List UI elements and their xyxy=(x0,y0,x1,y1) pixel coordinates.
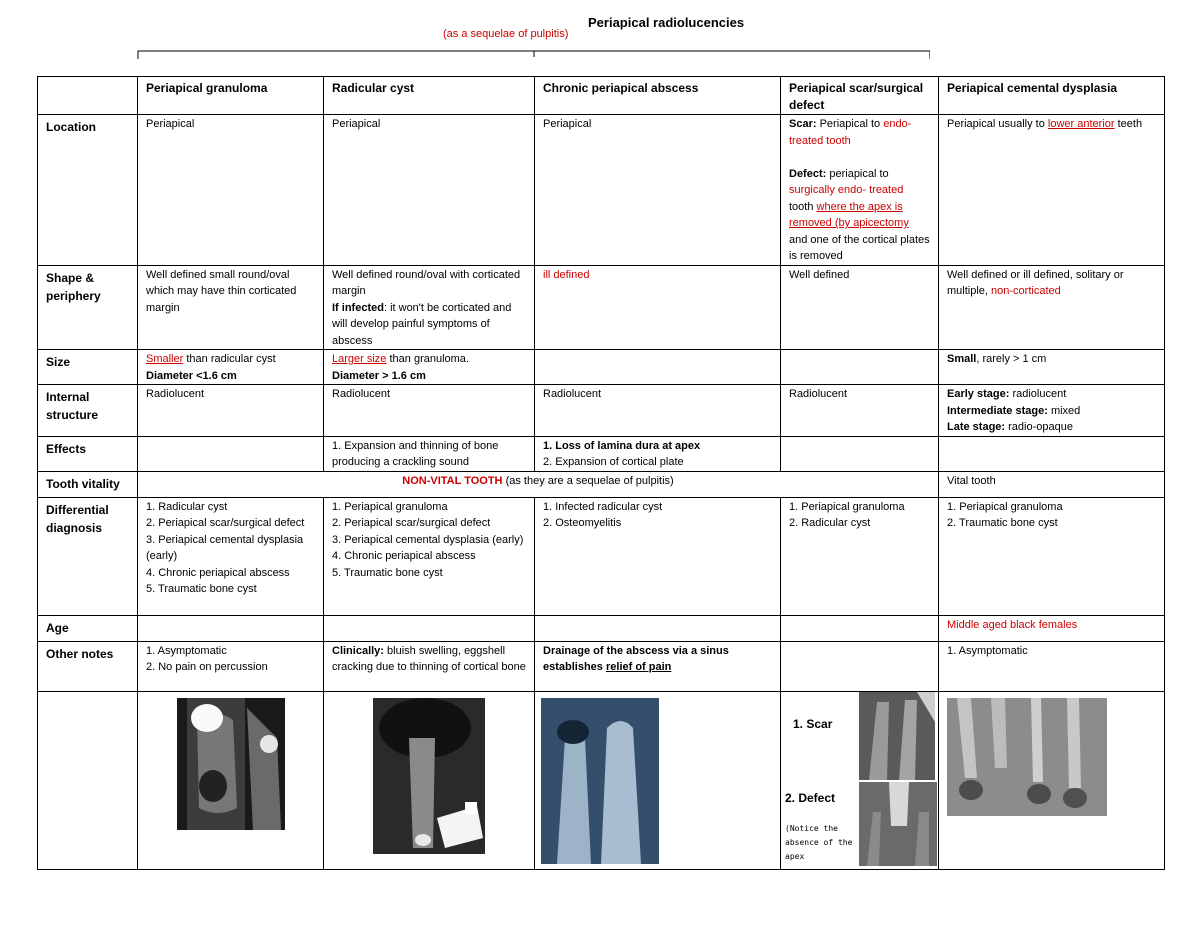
row-label-vitality: Tooth vitality xyxy=(38,471,138,497)
cell-size-scar xyxy=(781,350,939,385)
cell-notes-dysplasia: 1. Asymptomatic xyxy=(939,641,1165,691)
row-images xyxy=(38,691,1165,869)
defect-text-3: and one of the cortical plates is removed xyxy=(789,233,930,262)
cell-image-scar xyxy=(781,691,939,869)
defect-text: periapical to xyxy=(829,167,889,180)
list-item: 1. Periapical granuloma xyxy=(789,500,905,513)
row-label-effects: Effects xyxy=(38,436,138,471)
cell-image-dysplasia xyxy=(939,691,1165,869)
cell-size-abscess xyxy=(535,350,781,385)
shape-dysplasia-red: non-corticated xyxy=(991,285,1061,297)
cell-internal-granuloma: Radiolucent xyxy=(138,385,324,437)
internal-d2-text: mixed xyxy=(1050,404,1081,417)
size-cyst-text: than granuloma. xyxy=(389,353,469,365)
defect-red-underlined-1: where the apex is xyxy=(816,200,903,213)
cell-images-label xyxy=(38,691,138,869)
defect-text-2: tooth xyxy=(789,200,814,213)
cyst-radiograph-image xyxy=(373,698,485,854)
dysplasia-location-post: teeth xyxy=(1117,118,1143,130)
header-corner xyxy=(38,77,138,115)
list-item: 3. Periapical cemental dysplasia (early) xyxy=(146,533,304,562)
row-internal xyxy=(38,385,1165,437)
cell-image-abscess xyxy=(535,691,781,869)
cell-shape-granuloma: Well defined small round/oval which may have thin corticated margin xyxy=(138,265,324,350)
list-item: 2. Radicular cyst xyxy=(789,517,871,529)
abscess-radiograph-image xyxy=(541,698,659,864)
cell-effects-granuloma xyxy=(138,436,324,471)
cell-location-granuloma: Periapical xyxy=(138,115,324,266)
row-label-shape: Shape & periphery xyxy=(38,265,138,350)
row-label-internal: Internal structure xyxy=(38,385,138,437)
cell-internal-scar: Radiolucent xyxy=(781,385,939,437)
scar-red-1: endo- xyxy=(883,118,912,130)
cell-vitality-nonvital xyxy=(138,471,939,497)
defect-red-1: surgically endo- treated xyxy=(789,184,904,196)
defect-red-underlined-2: removed (by apicectomy xyxy=(789,217,909,229)
internal-d1-bold: Early stage: xyxy=(947,388,1010,400)
col-header-scar: Periapical scar/surgical defect xyxy=(781,77,939,115)
size-granuloma-bold: Diameter <1.6 cm xyxy=(146,369,237,382)
row-shape xyxy=(38,265,1165,350)
row-size xyxy=(38,350,1165,385)
cell-notes-scar xyxy=(781,641,939,691)
list-item: 2. Traumatic bone cyst xyxy=(947,517,1058,529)
row-label-notes: Other notes xyxy=(38,641,138,691)
scar-label: Scar: xyxy=(789,118,817,130)
notes-cyst-bold: Clinically: xyxy=(332,644,384,657)
cell-location-dysplasia xyxy=(939,115,1165,266)
row-age xyxy=(38,615,1165,641)
size-granuloma-text: than radicular cyst xyxy=(186,353,276,365)
header-row xyxy=(38,77,1165,115)
col-header-granuloma: Periapical granuloma xyxy=(138,77,324,115)
vitality-nonvital-text: (as they are a sequelae of pulpitis) xyxy=(505,474,674,487)
scar-red-2: treated tooth xyxy=(789,134,851,147)
cell-size-dysplasia xyxy=(939,350,1165,385)
cell-location-abscess: Periapical xyxy=(535,115,781,266)
defect-note: (Notice the absence of the apex xyxy=(785,823,853,861)
list-item: 1. Asymptomatic xyxy=(146,644,227,657)
size-dysplasia-bold: Small xyxy=(947,353,977,365)
cell-location-cyst: Periapical xyxy=(324,115,535,266)
internal-d2-bold: Intermediate stage: xyxy=(947,404,1048,417)
row-notes xyxy=(38,641,1165,691)
effects-abscess-bold: 1. Loss of lamina dura at apex xyxy=(543,439,701,452)
granuloma-radiograph-image xyxy=(177,698,285,830)
dysplasia-location-pre: Periapical usually to xyxy=(947,118,1045,130)
cell-internal-abscess: Radiolucent xyxy=(535,385,781,437)
page-subtitle: (as a sequelae of pulpitis) xyxy=(443,28,569,40)
list-item: 2. No pain on percussion xyxy=(146,661,268,673)
row-location xyxy=(38,115,1165,266)
shape-cyst-text: Well defined round/oval with corticated margin xyxy=(332,268,521,297)
scar-radiograph-image xyxy=(859,692,935,780)
list-item: 5. Traumatic bone cyst xyxy=(332,566,443,579)
cell-effects-dysplasia xyxy=(939,436,1165,471)
size-granuloma-red: Smaller xyxy=(146,353,184,365)
cell-internal-cyst: Radiolucent xyxy=(324,385,535,437)
grouping-bracket xyxy=(137,47,930,59)
row-label-size: Size xyxy=(38,350,138,385)
row-label-differential: Differential diagnosis xyxy=(38,497,138,615)
notes-abscess-underlined: relief of pain xyxy=(605,661,672,673)
internal-d1-text: radiolucent xyxy=(1012,388,1067,400)
list-item: 1. Infected radicular cyst xyxy=(543,500,663,513)
cell-internal-dysplasia xyxy=(939,385,1165,437)
cell-location-scar xyxy=(781,115,939,266)
row-vitality xyxy=(38,471,1165,497)
cell-diff-cyst xyxy=(324,497,535,615)
cell-notes-cyst xyxy=(324,641,535,691)
cell-diff-dysplasia xyxy=(939,497,1165,615)
notes-cyst-text: bluish swelling, eggshell cracking due to thinning of cortical bone xyxy=(332,644,526,673)
cell-diff-abscess xyxy=(535,497,781,615)
list-item: 2. Periapical scar/surgical defect xyxy=(332,517,491,529)
shape-cyst-rest: : it won't be corticated and will develop painful symptoms of abscess xyxy=(332,301,512,347)
notes-abscess-bold: Drainage of the abscess via a sinus establishes xyxy=(543,644,729,673)
cell-image-granuloma xyxy=(138,691,324,869)
scar-image-label: 1. Scar xyxy=(793,716,833,731)
list-item: 3. Periapical cemental dysplasia (early) xyxy=(332,533,524,546)
internal-d3-bold: Late stage: xyxy=(947,421,1006,433)
col-header-cyst: Radicular cyst xyxy=(324,77,535,115)
cell-shape-cyst xyxy=(324,265,535,350)
cell-age-dysplasia: Middle aged black females xyxy=(939,615,1165,641)
row-label-age: Age xyxy=(38,615,138,641)
cell-size-granuloma xyxy=(138,350,324,385)
shape-cyst-bold: If infected xyxy=(332,301,384,314)
page-title: Periapical radiolucencies xyxy=(588,15,745,30)
size-cyst-red: Larger size xyxy=(332,353,387,365)
cell-age-scar xyxy=(781,615,939,641)
cell-shape-scar: Well defined xyxy=(781,265,939,350)
size-dysplasia-text: , rarely > 1 cm xyxy=(976,353,1047,365)
cell-effects-scar xyxy=(781,436,939,471)
vitality-nonvital-red: NON-VITAL TOOTH xyxy=(402,474,503,487)
dysplasia-radiograph-image xyxy=(947,698,1107,816)
list-item: 2. Periapical scar/surgical defect xyxy=(146,517,305,529)
list-item: 1. Radicular cyst xyxy=(146,500,228,513)
list-item: 2. Osteomyelitis xyxy=(543,517,622,529)
col-header-abscess: Chronic periapical abscess xyxy=(535,77,781,115)
list-item: 4. Chronic periapical abscess xyxy=(332,550,476,562)
row-effects xyxy=(38,436,1165,471)
comparison-table xyxy=(37,76,1165,870)
cell-notes-abscess xyxy=(535,641,781,691)
dysplasia-location-red: lower anterior xyxy=(1047,118,1115,130)
defect-label: Defect: xyxy=(789,167,827,180)
cell-diff-scar xyxy=(781,497,939,615)
list-item: 5. Traumatic bone cyst xyxy=(146,583,257,595)
list-item: 4. Chronic periapical abscess xyxy=(146,566,290,579)
scar-text: Periapical to xyxy=(819,118,881,130)
cell-effects-abscess xyxy=(535,436,781,471)
cell-size-cyst xyxy=(324,350,535,385)
list-item: 1. Periapical granuloma xyxy=(947,500,1063,513)
cell-vitality-dysplasia: Vital tooth xyxy=(939,471,1165,497)
cell-age-granuloma xyxy=(138,615,324,641)
internal-d3-text: radio-opaque xyxy=(1008,421,1073,433)
cell-shape-abscess: ill defined xyxy=(535,265,781,350)
cell-image-cyst xyxy=(324,691,535,869)
col-header-dysplasia: Periapical cemental dysplasia xyxy=(939,77,1165,115)
shape-dysplasia-pre: Well defined or ill defined, solitary or multiple, xyxy=(947,268,1124,297)
cell-age-cyst xyxy=(324,615,535,641)
row-differential xyxy=(38,497,1165,615)
size-cyst-bold: Diameter > 1.6 cm xyxy=(332,369,426,382)
cell-notes-granuloma xyxy=(138,641,324,691)
cell-age-abscess xyxy=(535,615,781,641)
list-item: 1. Periapical granuloma xyxy=(332,500,448,513)
cell-shape-dysplasia xyxy=(939,265,1165,350)
row-label-location: Location xyxy=(38,115,138,266)
defect-image-label: 2. Defect xyxy=(785,790,836,805)
cell-effects-cyst: 1. Expansion and thinning of bone producing a crackling sound xyxy=(324,436,535,471)
defect-radiograph-image xyxy=(859,782,937,866)
effects-abscess-2: 2. Expansion of cortical plate xyxy=(543,456,684,468)
cell-diff-granuloma xyxy=(138,497,324,615)
